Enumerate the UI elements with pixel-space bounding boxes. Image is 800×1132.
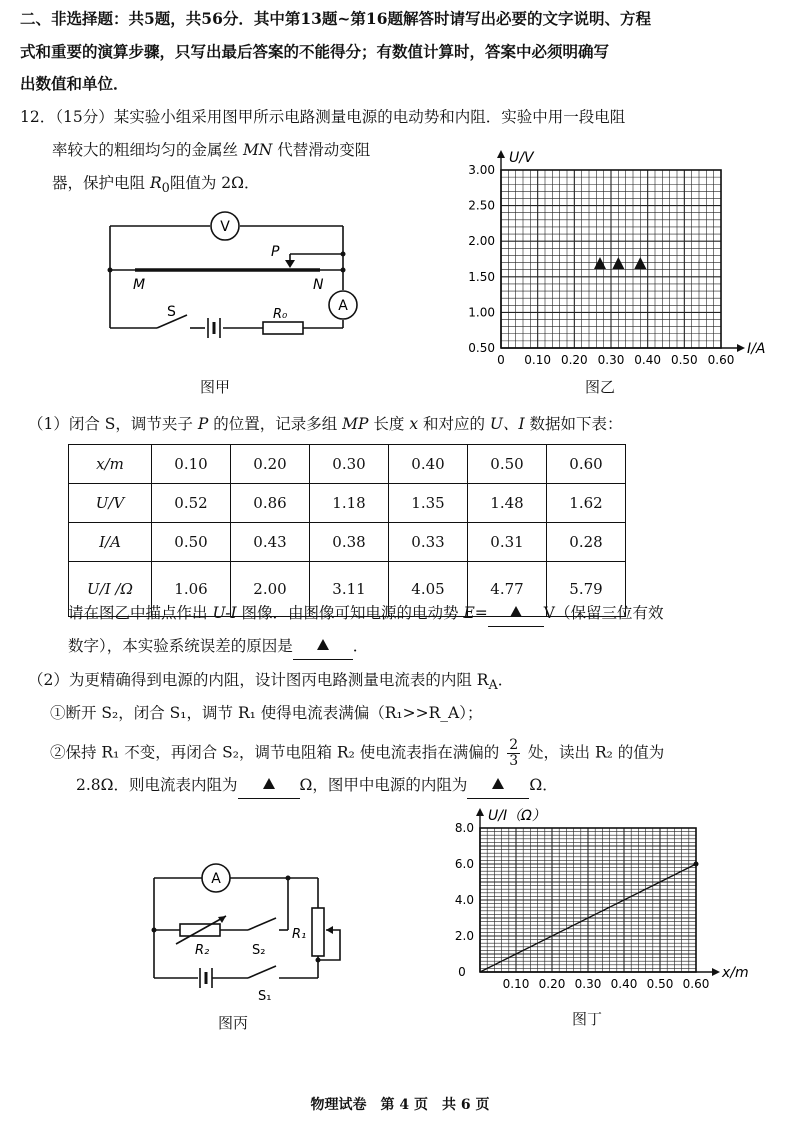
y-axis-label: U/V bbox=[509, 150, 534, 166]
table-cell: 1.18 bbox=[310, 484, 389, 523]
part1-instruction-line-2: 数字），本实验系统误差的原因是 ． bbox=[68, 633, 368, 660]
section-heading-line-3: 出数值和单位． bbox=[20, 74, 129, 93]
ammeter-label-bing: A bbox=[211, 871, 221, 887]
table-row bbox=[69, 484, 626, 523]
ammeter-label: A bbox=[338, 298, 348, 314]
r1-label: R₁ bbox=[292, 927, 307, 942]
y-axis-arrow-icon bbox=[497, 150, 505, 158]
q12-intro-line-2: 率较大的粗细均匀的金属丝 MN 代替滑动变阻 bbox=[52, 141, 371, 159]
table-header: U/I /Ω bbox=[69, 562, 152, 617]
end-n-label: N bbox=[313, 277, 324, 293]
caption-yi: 图乙 bbox=[585, 378, 616, 396]
table-cell: 2.00 bbox=[231, 562, 310, 617]
y-tick-label: 3.00 bbox=[468, 163, 495, 177]
y-axis-arrow-icon bbox=[476, 808, 484, 816]
q12-intro-line-1: 12．（15分）某实验小组采用图甲所示电路测量电源的电动势和内阻．实验中用一段电阻 bbox=[20, 108, 626, 126]
y-tick-label: 2.0 bbox=[454, 929, 474, 943]
y-axis-label: U/I（Ω） bbox=[488, 808, 546, 824]
triangle-marker-icon bbox=[263, 778, 275, 789]
caption-ding: 图丁 bbox=[572, 1010, 603, 1028]
part2-step-3: 2.8Ω．则电流表内阻为 Ω，图甲中电源的内阻为 Ω． bbox=[76, 772, 558, 799]
table-cell: 1.06 bbox=[152, 562, 231, 617]
x-tick-label: 0.30 bbox=[574, 977, 602, 991]
table-cell: 1.35 bbox=[389, 484, 468, 523]
triangle-marker-icon bbox=[492, 778, 504, 789]
table-cell: 0.43 bbox=[231, 523, 310, 562]
part1-prompt: （1）闭合 S，调节夹子 P 的位置，记录多组 MP 长度 x 和对应的 U、I 数据如下表： bbox=[28, 415, 623, 433]
triangle-marker-icon bbox=[317, 639, 329, 650]
table-cell: 0.52 bbox=[152, 484, 231, 523]
y-tick-label: 0.50 bbox=[468, 341, 495, 355]
fraction-two-thirds: $\frac{2}{3}$ bbox=[509, 737, 519, 769]
answer-blank-error[interactable] bbox=[293, 633, 353, 660]
triangle-marker-icon bbox=[510, 606, 522, 617]
x-tick-label: 0.60 bbox=[682, 977, 710, 991]
data-table bbox=[68, 444, 626, 617]
x-tick-label: 0.60 bbox=[707, 353, 735, 367]
table-cell: 0.30 bbox=[310, 445, 389, 484]
x-tick-label: 0.40 bbox=[610, 977, 638, 991]
x-tick-label: 0.10 bbox=[502, 977, 530, 991]
x-tick-label: 0 bbox=[458, 965, 466, 979]
x-tick-label: 0.40 bbox=[634, 353, 662, 367]
x-tick-label: 0.20 bbox=[560, 353, 588, 367]
table-cell: 0.38 bbox=[310, 523, 389, 562]
x-tick-label: 0.50 bbox=[646, 977, 674, 991]
table-cell: 4.05 bbox=[389, 562, 468, 617]
clip-p-label: P bbox=[271, 244, 280, 260]
voltmeter-label: V bbox=[220, 219, 230, 235]
part1-instruction-line-1: 请在图乙中描点作出 U-I 图像．由图像可知电源的电动势 E= V（保留三位有效 bbox=[68, 600, 663, 627]
table-row bbox=[69, 445, 626, 484]
table-cell: 0.50 bbox=[152, 523, 231, 562]
y-tick-label: 2.50 bbox=[468, 198, 495, 213]
triangle-marker-icon bbox=[612, 257, 624, 269]
s1-label: S₁ bbox=[258, 989, 272, 1003]
table-cell: 0.31 bbox=[468, 523, 547, 562]
triangle-marker-icon bbox=[634, 257, 646, 269]
answer-blank-r[interactable] bbox=[467, 772, 529, 799]
circuit-bing bbox=[140, 858, 360, 1003]
y-tick-label: 1.50 bbox=[468, 269, 495, 284]
table-cell: 5.79 bbox=[547, 562, 626, 617]
y-tick-label: 8.0 bbox=[454, 821, 474, 835]
answer-blank-e[interactable] bbox=[488, 600, 544, 627]
table-cell: 0.20 bbox=[231, 445, 310, 484]
table-cell: 0.40 bbox=[389, 445, 468, 484]
r0-label: R₀ bbox=[273, 307, 288, 322]
r2-label: R₂ bbox=[195, 943, 210, 958]
section-heading-line-2: 式和重要的演算步骤，只写出最后答案的不能得分；有数值计算时，答案中必须明确写 bbox=[20, 42, 610, 61]
part2-step-2: ②保持 R₁ 不变，再闭合 S₂，调节电阻箱 R₂ 使电流表指在满偏的 $\frac{2}{3}$ 处，读出 R₂ 的值为 bbox=[50, 737, 665, 769]
caption-jia: 图甲 bbox=[200, 378, 231, 396]
part2-step-1: ①断开 S₂，闭合 S₁，调节 R₁ 使得电流表满偏（R₁>>R_A）； bbox=[50, 704, 483, 722]
table-cell: 0.10 bbox=[152, 445, 231, 484]
y-tick-label: 6.0 bbox=[454, 857, 474, 871]
table-cell: 1.48 bbox=[468, 484, 547, 523]
y-tick-label: 1.00 bbox=[468, 305, 495, 320]
chart-ding bbox=[440, 800, 770, 1000]
x-axis-arrow-icon bbox=[712, 968, 720, 976]
switch-s-label: S bbox=[167, 304, 176, 320]
part2-prompt: （2）为更精确得到电源的内阻，设计图丙电路测量电流表的内阻 $R_A$． bbox=[28, 671, 514, 694]
s2-label: S₂ bbox=[252, 943, 266, 958]
table-header: U/V bbox=[69, 484, 152, 523]
table-cell: 3.11 bbox=[310, 562, 389, 617]
end-m-label: M bbox=[133, 277, 146, 293]
y-tick-label: 2.00 bbox=[468, 234, 495, 249]
data-point bbox=[694, 862, 699, 867]
x-axis-arrow-icon bbox=[737, 344, 745, 352]
x-tick-label: 0.30 bbox=[597, 353, 625, 367]
page-footer: 物理试卷 第 4 页 共 6 页 bbox=[310, 1097, 490, 1113]
x-tick-label: 0.50 bbox=[670, 353, 698, 367]
circuit-jia bbox=[95, 198, 375, 348]
table-row bbox=[69, 523, 626, 562]
table-cell: 0.60 bbox=[547, 445, 626, 484]
x-axis-label: x/m bbox=[722, 965, 749, 981]
answer-blank-ra[interactable] bbox=[238, 772, 300, 799]
table-header: x/m bbox=[69, 445, 152, 484]
table-cell: 1.62 bbox=[547, 484, 626, 523]
x-tick-label: 0.20 bbox=[538, 977, 566, 991]
table-cell: 0.28 bbox=[547, 523, 626, 562]
table-cell: 4.77 bbox=[468, 562, 547, 617]
q12-intro-line-3: 器，保护电阻 $R_0$阻值为 2Ω． bbox=[52, 174, 260, 197]
table-cell: 0.50 bbox=[468, 445, 547, 484]
x-axis-label: I/A bbox=[747, 341, 766, 357]
caption-bing: 图丙 bbox=[218, 1014, 249, 1032]
triangle-marker-icon bbox=[594, 257, 606, 269]
table-header: I/A bbox=[69, 523, 152, 562]
section-heading-line-1: 二、非选择题：共5题，共56分．其中第13题~第16题解答时请写出必要的文字说明、方程 bbox=[20, 9, 651, 28]
table-cell: 0.33 bbox=[389, 523, 468, 562]
table-cell: 0.86 bbox=[231, 484, 310, 523]
chart-yi bbox=[455, 138, 785, 370]
y-tick-label: 4.0 bbox=[454, 893, 474, 907]
x-tick-label: 0 bbox=[497, 353, 505, 367]
x-tick-label: 0.10 bbox=[524, 353, 552, 367]
